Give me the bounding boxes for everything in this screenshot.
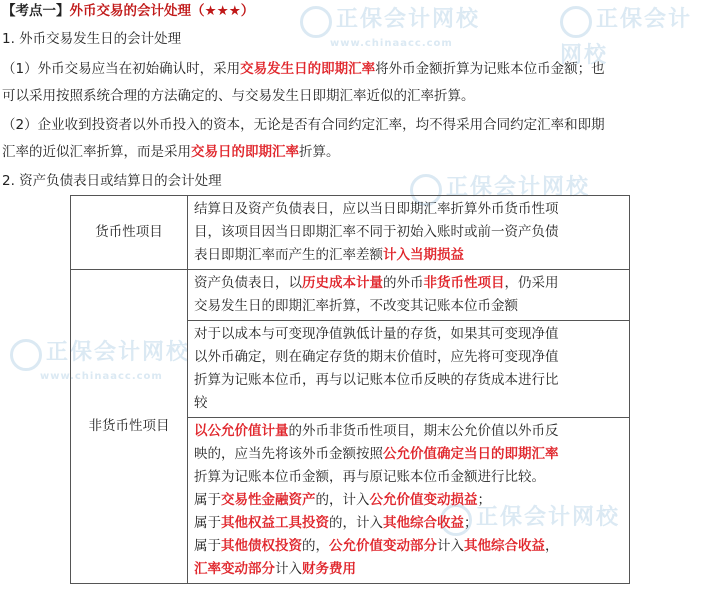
paragraph-1-line-1: （1）外币交易应当在初始确认时，采用交易发生日的即期汇率将外币金额折算为记账本位币金额；也 [2,61,605,77]
cell-line: 属于其他权益工具投资的，计入其他综合收益； [194,515,478,531]
inventory-description [188,321,630,418]
cell-line: 交易发生日的即期汇率折算，不改变其记账本位币金额 [194,298,518,314]
category-nonmonetary: 非货币性项目 [71,270,188,584]
cell-line: 以外币确定，则在确定存货的期末价值时，应先将可变现净值 [194,349,559,365]
section1-heading: 1. 外币交易发生日的会计处理 [2,31,182,47]
paragraph-2-line-1: （2）企业收到投资者以外币投入的资本，无论是否有合同约定汇率，均不得采用合同约定汇率和即期 [2,117,605,133]
paragraph-2-line-2: 汇率的近似汇率折算，而是采用交易日的即期汇率折算。 [2,144,340,160]
watermark-logo: 正保会计网校 [440,500,620,536]
cell-line: 表日即期汇率而产生的汇率差额计入当期损益 [194,247,464,263]
watermark-logo: 正保会计网校 [410,170,590,206]
cell-line: 对于以成本与可变现净值孰低计量的存货，如果其可变现净值 [194,326,559,342]
page-title: 【考点一】外币交易的会计处理（★★★） [2,3,255,19]
cell-line: 折算为记账本位币，再与以记账本位币反映的存货成本进行比 [194,372,559,388]
fair-value-description [188,418,630,584]
cell-line: 折算为记账本位币金额，再与原记账本位币金额进行比较。 [194,469,545,485]
cell-line: 目，该项目因当日即期汇率不同于初始入账时或前一资产负债 [194,224,559,240]
cell-line: 资产负债表日，以历史成本计量的外币非货币性项目，仍采用 [194,275,559,291]
section2-heading: 2. 资产负债表日或结算日的会计处理 [2,173,222,189]
cell-line: 较 [194,395,208,411]
watermark-logo: 正保会计网校 [560,7,693,68]
watermark-logo: 正保会计网校 www.chinaacc.com [300,2,480,49]
table-row [71,270,630,321]
historical-cost-description [188,270,630,321]
watermark-logo: 正保会计网校 www.chinaacc.com [10,335,190,382]
cell-line: 属于其他债权投资的，公允价值变动部分计入其他综合收益， [194,538,559,554]
table-row [71,196,630,270]
cell-line: 汇率变动部分计入财务费用 [194,561,356,577]
accounting-table [70,195,630,584]
monetary-description [188,196,630,270]
paragraph-1-line-2: 可以采用按照系统合理的方法确定的、与交易发生日即期汇率近似的汇率折算。 [2,88,475,104]
cell-line: 结算日及资产负债表日，应以当日即期汇率折算外币货币性项 [194,201,559,217]
category-monetary: 货币性项目 [71,196,188,270]
cell-line: 映的，应当先将该外币金额按照公允价值确定当日的即期汇率 [194,446,559,462]
cell-line: 以公允价值计量的外币非货币性项目，期末公允价值以外币反 [194,423,559,439]
cell-line: 属于交易性金融资产的，计入公允价值变动损益； [194,492,491,508]
